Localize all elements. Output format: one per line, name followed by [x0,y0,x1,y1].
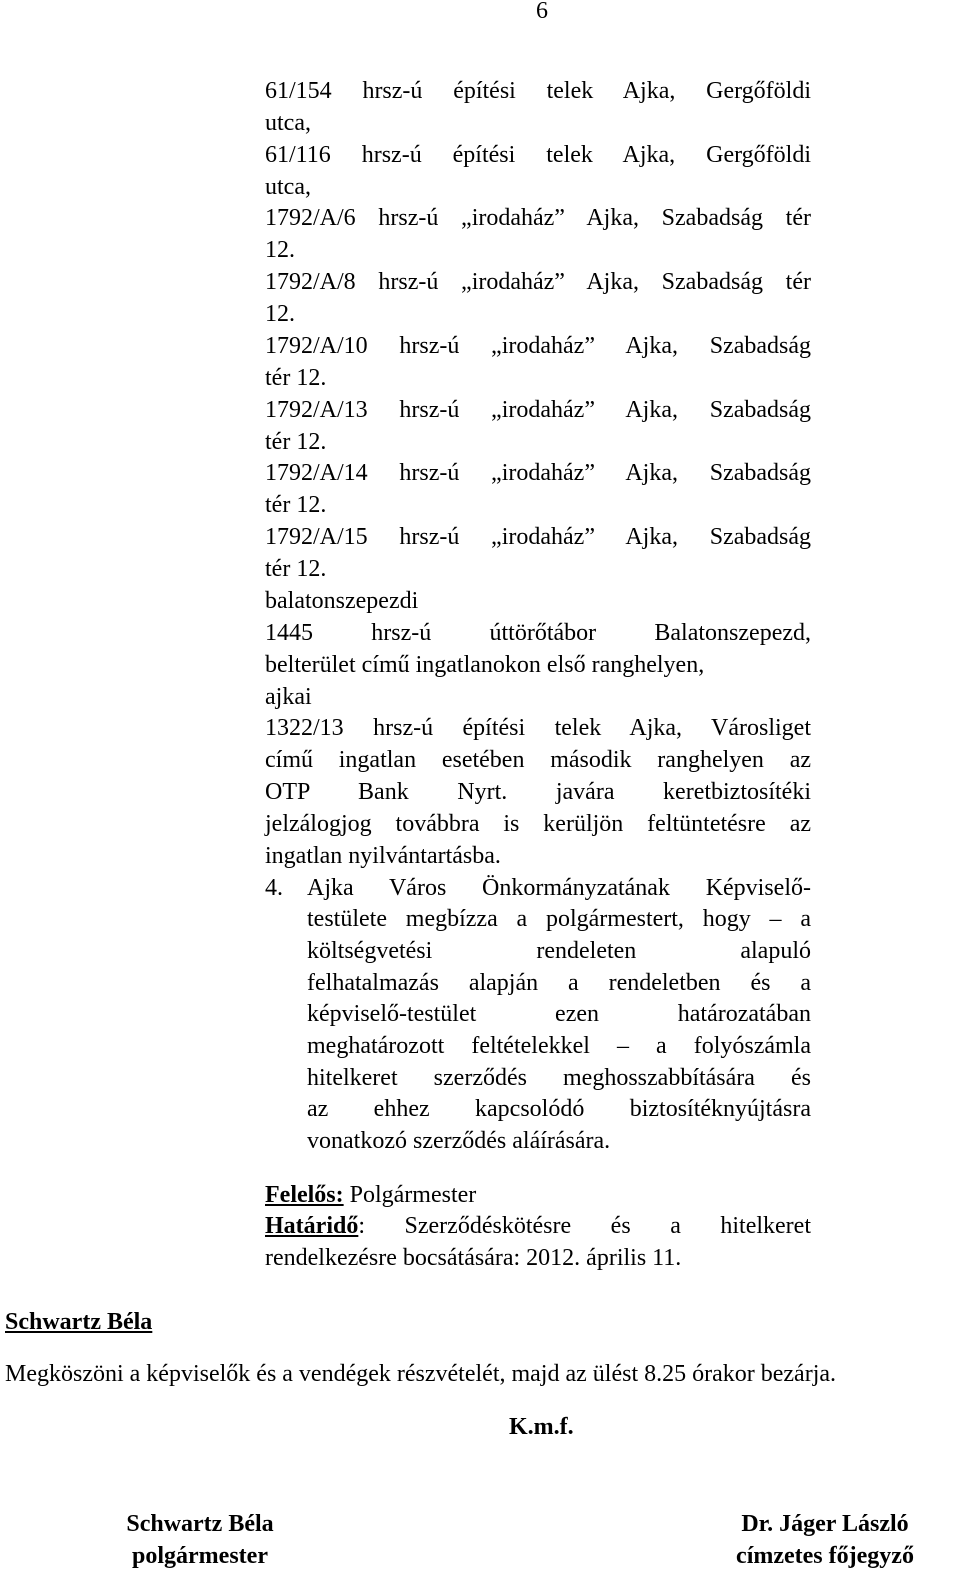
property-line: 1792/A/10 hrsz-ú „irodaház” Ajka, Szabadság [265,333,811,359]
property-line: tér 12. [265,429,327,455]
responsible-label: Felelős: [265,1182,344,1208]
signature-left-name: Schwartz Béla [126,1511,274,1537]
signature-right-title: címzetes főjegyző [736,1543,914,1569]
speaker-name: Schwartz Béla [5,1309,153,1335]
property-line: 1445 hrsz-ú úttörőtábor Balatonszepezd, [265,620,811,646]
property-line: 1792/A/13 hrsz-ú „irodaház” Ajka, Szabadság [265,397,811,423]
deadline-line [265,1211,811,1241]
property-line: utca, [265,110,311,136]
property-line: 1792/A/6 hrsz-ú „irodaház” Ajka, Szabadság tér [265,205,811,231]
item4-line: testülete megbízza a polgármestert, hogy – a [307,906,811,932]
deadline-line-2: rendelkezésre bocsátására: 2012. április 11. [265,1245,682,1271]
property-line: tér 12. [265,556,327,582]
signature-right [700,1508,950,1572]
deadline-text: : Szerződéskötésre és a hitelkeret [358,1213,811,1239]
property-line: 1792/A/8 hrsz-ú „irodaház” Ajka, Szabadság tér [265,269,811,295]
property-line: tér 12. [265,365,327,391]
property-line: 12. [265,301,295,327]
property-line: ajkai [265,684,312,710]
signature-right-name: Dr. Jáger László [741,1511,909,1537]
property-line: belterület című ingatlanokon első ranghelyen, [265,652,705,678]
property-line: 1792/A/14 hrsz-ú „irodaház” Ajka, Szabadság [265,460,811,486]
page-number: 6 [536,0,548,24]
item4-line: meghatározott feltételekkel – a folyószámla [307,1033,811,1059]
property-line: 61/154 hrsz-ú építési telek Ajka, Gergőföldi [265,78,811,104]
property-line: ingatlan nyilvántartásba. [265,843,501,869]
signature-left-title: polgármester [132,1543,268,1569]
property-line: 12. [265,237,295,263]
responsible-line [265,1180,476,1210]
item4-line: felhatalmazás alapján a rendeletben és a [307,970,811,996]
property-line: jelzálogjog továbbra is kerüljön feltüntetésre az [265,811,811,837]
deadline-label: Határidő [265,1213,359,1239]
property-line: tér 12. [265,492,327,518]
property-line: utca, [265,174,311,200]
signature-left [90,1508,310,1572]
item4-line: vonatkozó szerződés aláírására. [307,1128,611,1154]
item4-line: az ehhez kapcsolódó biztosítéknyújtásra [307,1096,811,1122]
property-line: 61/116 hrsz-ú építési telek Ajka, Gergőföldi [265,142,811,168]
kmf: K.m.f. [509,1414,574,1440]
item4-line: Ajka Város Önkormányzatának Képviselő- [307,875,811,901]
property-line: 1792/A/15 hrsz-ú „irodaház” Ajka, Szabadság [265,524,811,550]
item-number: 4. [265,875,283,901]
responsible-value: Polgármester [343,1182,477,1208]
property-line: balatonszepezdi [265,588,419,614]
property-line: című ingatlan esetében második ranghelyen az [265,747,811,773]
closing-statement: Megköszöni a képviselők és a vendégek részvételét, majd az ülést 8.25 órakor bezárja. [5,1361,837,1387]
property-line: 1322/13 hrsz-ú építési telek Ajka, Városliget [265,715,811,741]
item4-line: képviselő-testület ezen határozatában [307,1001,811,1027]
property-line: OTP Bank Nyrt. javára keretbiztosítéki [265,779,811,805]
item4-line: hitelkeret szerződés meghosszabbítására és [307,1065,811,1091]
item4-line: költségvetési rendeleten alapuló [307,938,811,964]
